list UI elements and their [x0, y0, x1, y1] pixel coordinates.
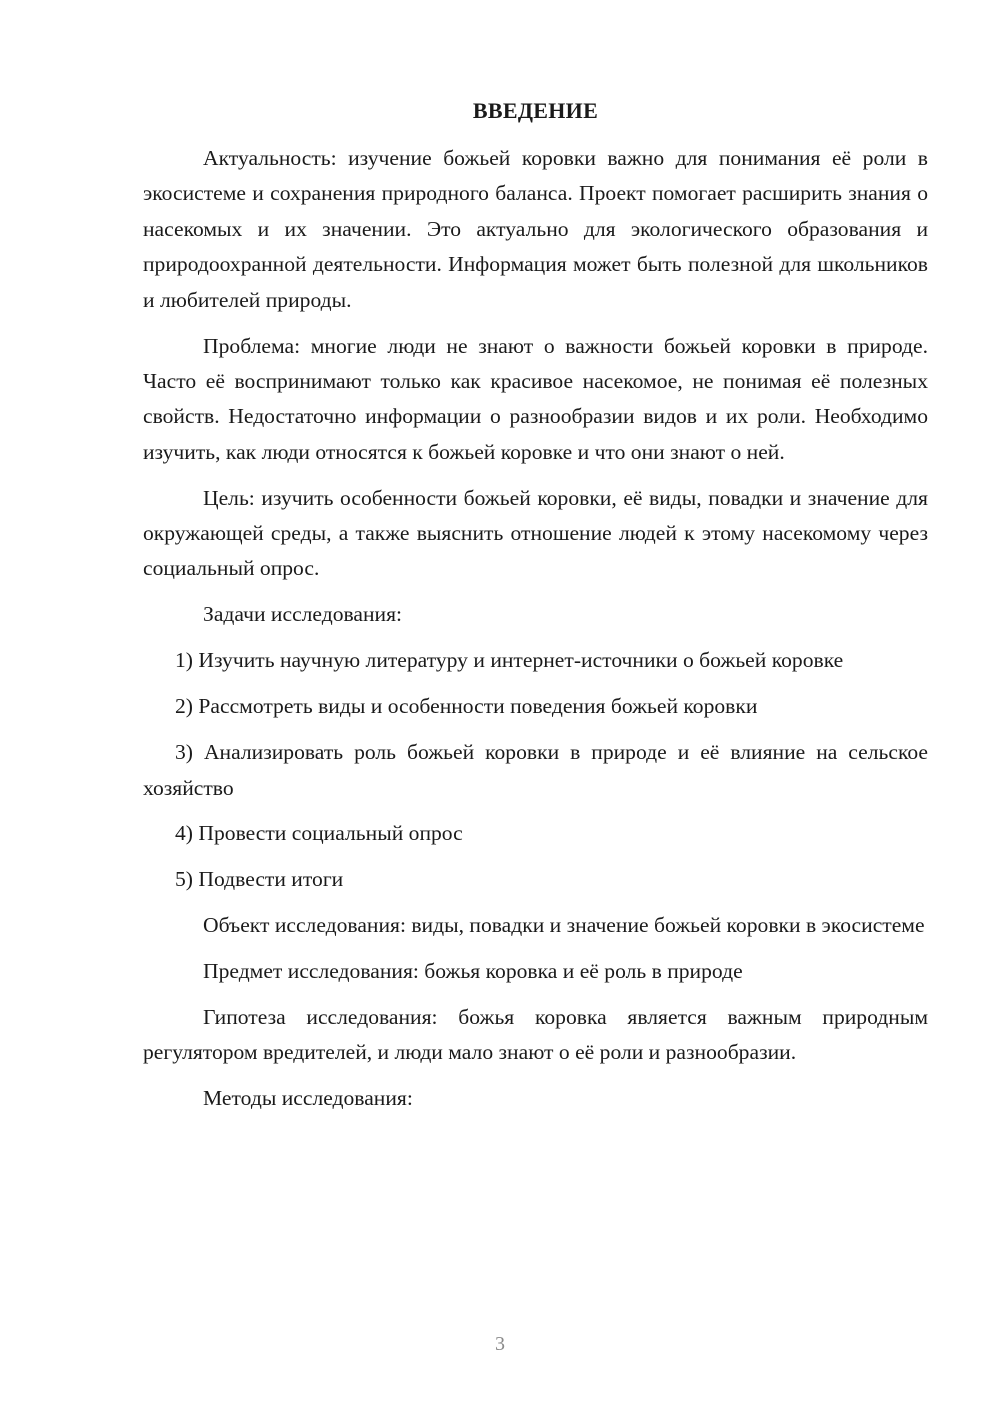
- relevance-paragraph: Актуальность: изучение божьей коровки важно для понимания её роли в экосистеме и сохранения природного баланса. Проект помогает расширить знания о насекомых и их значении. Это актуально для экологического образования и природоохранной деятельности. Информация может быть полезной для школьников и любителей природы.: [143, 146, 928, 312]
- goal-paragraph: Цель: изучить особенности божьей коровки, её виды, повадки и значение для окружающей среды, а также выяснить отношение людей к этому насекомому через социальный опрос.: [143, 485, 928, 581]
- page-number: 3: [495, 1333, 505, 1355]
- methods-heading: Методы исследования:: [203, 1086, 413, 1111]
- problem-paragraph: Проблема: многие люди не знают о важности божьей коровки в природе. Часто её воспринимают только как красивое насекомое, не понимая её полезных свойств. Недостаточно информации о разнообразии видов и их роли. Необходимо изучить, как люди относятся к божьей коровке и что они знают о ней.: [143, 333, 928, 464]
- task-item-5: 5) Подвести итоги: [175, 867, 344, 892]
- subject-paragraph: Предмет исследования: божья коровка и её роль в природе: [203, 959, 743, 984]
- task-item-4: 4) Провести социальный опрос: [175, 821, 463, 846]
- task-item-3: 3) Анализировать роль божьей коровки в природе и её влияние на сельское хозяйство: [143, 740, 928, 800]
- page-title: ВВЕДЕНИЕ: [472, 98, 599, 123]
- task-item-1: 1) Изучить научную литературу и интернет-источники о божьей коровке: [175, 648, 844, 673]
- tasks-heading: Задачи исследования:: [203, 602, 403, 627]
- object-paragraph: Объект исследования: виды, повадки и значение божьей коровки в экосистеме: [203, 913, 925, 938]
- hypothesis-paragraph: Гипотеза исследования: божья коровка является важным природным регулятором вредителей, и люди мало знают о её роли и разнообразии.: [143, 1005, 928, 1065]
- task-item-2: 2) Рассмотреть виды и особенности поведения божьей коровки: [175, 694, 758, 719]
- document-body: [143, 141, 928, 1127]
